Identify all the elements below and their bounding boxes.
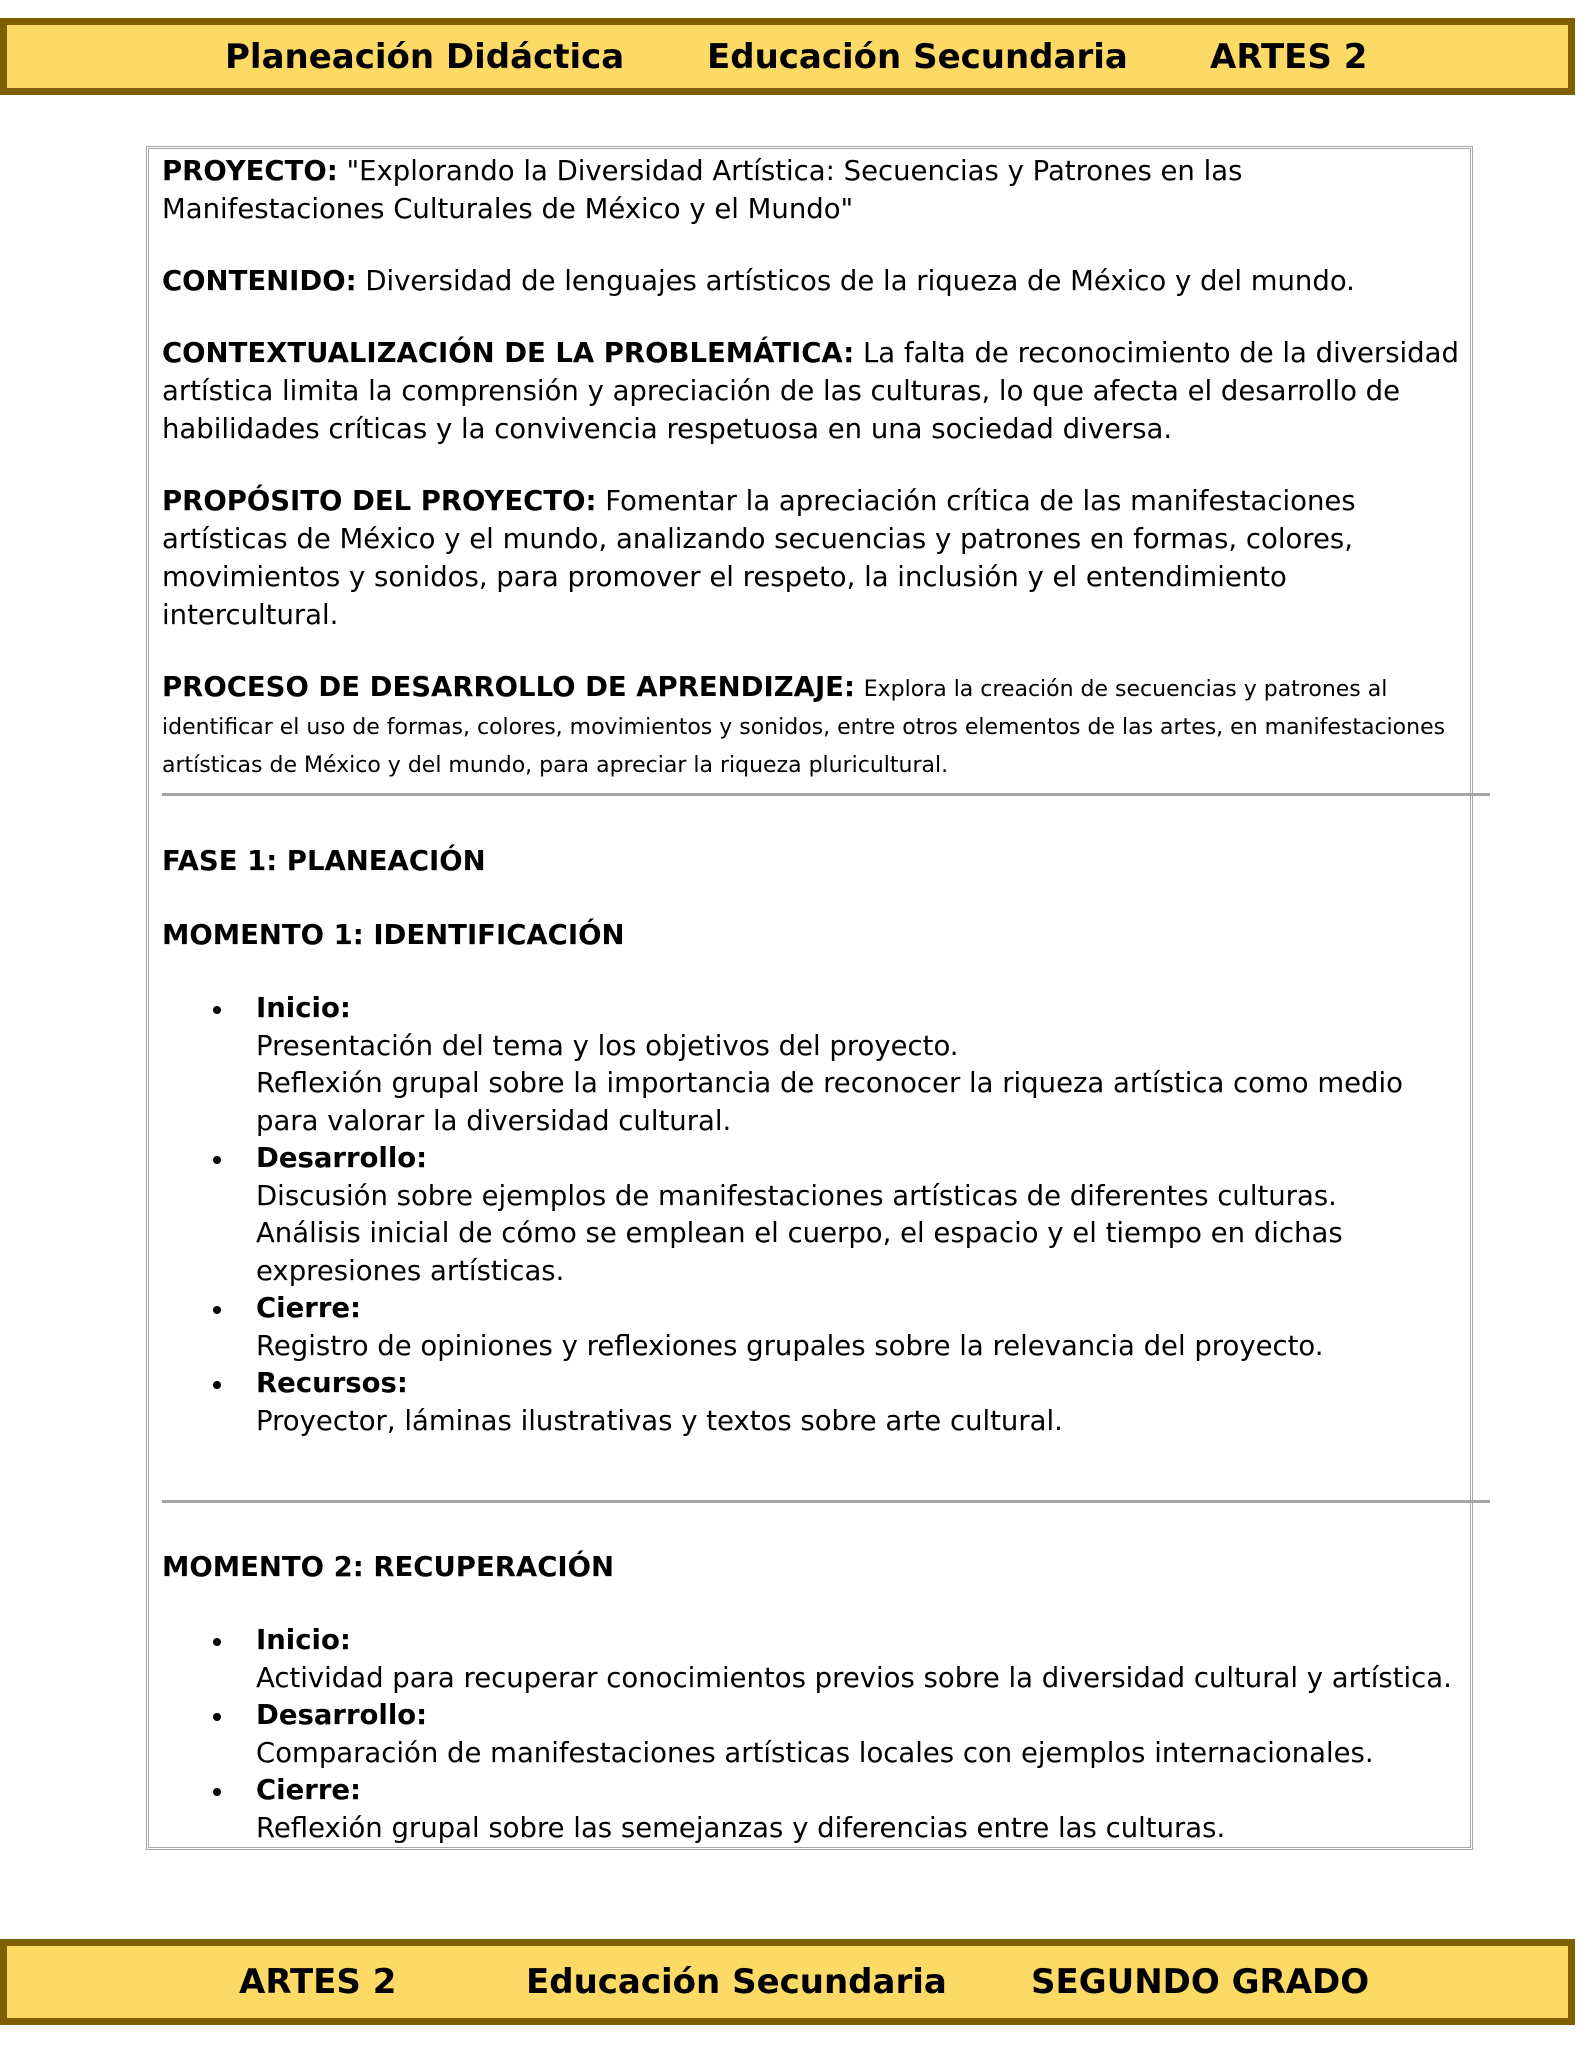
list-item: [162, 1290, 1462, 1365]
section-divider: [162, 1500, 1490, 1503]
proceso-label: PROCESO DE DESARROLLO DE APRENDIZAJE:: [162, 671, 855, 703]
proyecto-paragraph: [162, 152, 1462, 228]
header-center: Educación Secundaria: [707, 36, 1128, 77]
list-item: [162, 1772, 1462, 1847]
footer-left: ARTES 2: [239, 1962, 397, 2002]
item-line: Registro de opiniones y reflexiones grupales sobre la relevancia del proyecto.: [256, 1329, 1324, 1362]
proceso-paragraph: [162, 668, 1462, 782]
item-line: Actividad para recuperar conocimientos previos sobre la diversidad cultural y artística.: [256, 1661, 1452, 1694]
contexto-label: CONTEXTUALIZACIÓN DE LA PROBLEMÁTICA:: [162, 337, 855, 369]
momento2-title: MOMENTO 2: RECUPERACIÓN: [162, 1551, 615, 1583]
section-divider: [162, 793, 1490, 796]
contenido-text: Diversidad de lenguajes artísticos de la riqueza de México y del mundo.: [365, 265, 1355, 297]
item-line: Comparación de manifestaciones artísticas locales con ejemplos internacionales.: [256, 1736, 1374, 1769]
item-label: Inicio:: [256, 992, 351, 1024]
proceso-text: Explora la creación de secuencias y patrones al identificar el uso de formas, colores, movimientos y sonidos, entre otros elementos de las artes, en manifestaciones artísticas de México y del mundo, para apreciar la riqueza pluricultural.: [162, 677, 1446, 778]
item-label: Cierre:: [256, 1292, 362, 1324]
fase-title: FASE 1: PLANEACIÓN: [162, 845, 486, 877]
momento1-list: [162, 990, 1462, 1440]
item-line: Discusión sobre ejemplos de manifestaciones artísticas de diferentes culturas.: [256, 1179, 1337, 1212]
list-item: [162, 990, 1462, 1140]
list-item: [162, 1140, 1462, 1290]
contenido-label: CONTENIDO:: [162, 265, 357, 297]
proyecto-label: PROYECTO:: [162, 155, 338, 187]
list-item: [162, 1697, 1462, 1772]
footer-right: SEGUNDO GRADO: [1031, 1962, 1370, 2002]
item-line: Reflexión grupal sobre la importancia de reconocer la riqueza artística como medio para valorar la diversidad cultural.: [256, 1067, 1403, 1137]
item-label: Desarrollo:: [256, 1142, 428, 1174]
intro-section: [162, 152, 1462, 782]
contexto-text: La falta de reconocimiento de la diversidad artística limita la comprensión y apreciación de las culturas, lo que afecta el desarrollo de habilidades críticas y la convivencia respetuosa en una sociedad diversa.: [162, 337, 1459, 445]
proposito-text: Fomentar la apreciación crítica de las manifestaciones artísticas de México y el mundo, analizando secuencias y patrones en formas, colores, movimientos y sonidos, para promover el respeto, la inclusión y el entendimiento intercultural.: [162, 485, 1356, 631]
item-line: Presentación del tema y los objetivos del proyecto.: [256, 1029, 959, 1062]
header-right: ARTES 2: [1210, 36, 1368, 77]
item-label: Desarrollo:: [256, 1699, 428, 1731]
item-line: Proyector, láminas ilustrativas y textos sobre arte cultural.: [256, 1404, 1063, 1437]
item-label: Cierre:: [256, 1774, 362, 1806]
list-item: [162, 1622, 1462, 1697]
proyecto-text: "Explorando la Diversidad Artística: Secuencias y Patrones en las Manifestaciones Culturales de México y el Mundo": [162, 155, 1243, 225]
item-label: Recursos:: [256, 1367, 408, 1399]
item-line: Análisis inicial de cómo se emplean el cuerpo, el espacio y el tiempo en dichas expresiones artísticas.: [256, 1217, 1343, 1287]
footer-band: [0, 1939, 1575, 2025]
proposito-paragraph: [162, 482, 1462, 634]
momento1-section: [162, 842, 1462, 1440]
contenido-paragraph: [162, 262, 1462, 300]
list-item: [162, 1365, 1462, 1440]
header-band: [0, 18, 1575, 95]
footer-center: Educación Secundaria: [526, 1962, 947, 2002]
proposito-label: PROPÓSITO DEL PROYECTO:: [162, 485, 597, 517]
momento2-list: [162, 1622, 1462, 1847]
contexto-paragraph: [162, 334, 1462, 448]
item-line: Reflexión grupal sobre las semejanzas y diferencias entre las culturas.: [256, 1811, 1226, 1844]
item-label: Inicio:: [256, 1624, 351, 1656]
header-left: Planeación Didáctica: [225, 36, 625, 77]
momento1-title: MOMENTO 1: IDENTIFICACIÓN: [162, 919, 625, 951]
momento2-section: [162, 1548, 1462, 1847]
